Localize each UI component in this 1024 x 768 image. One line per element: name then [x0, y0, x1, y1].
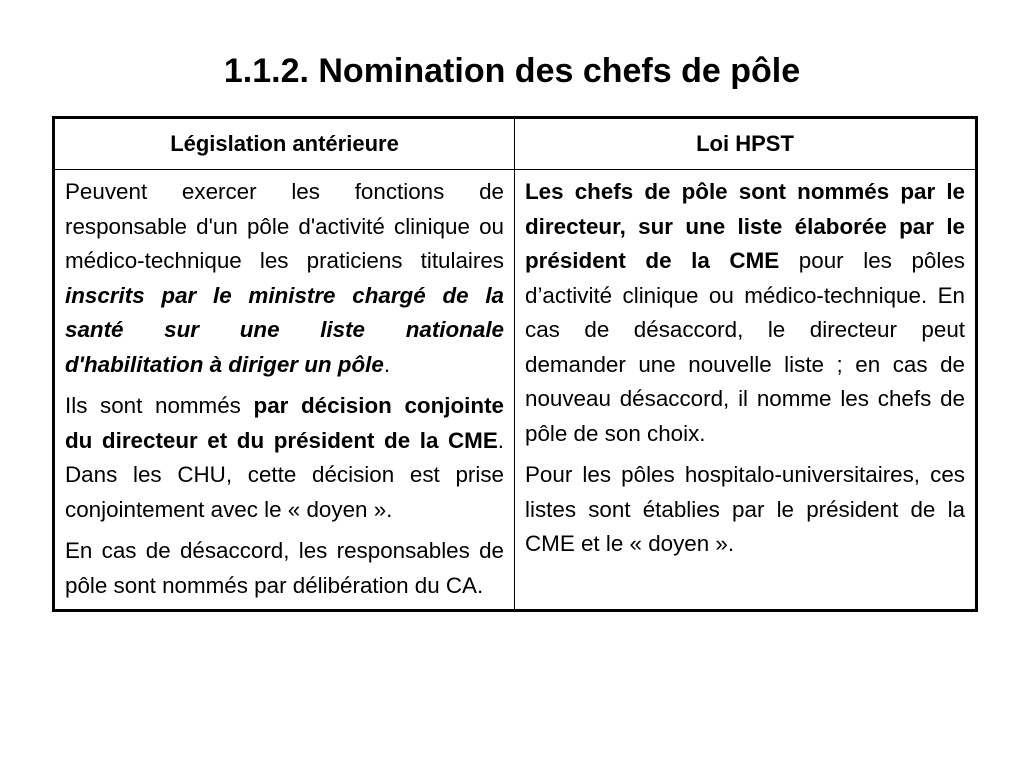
left-paragraph-3	[65, 534, 504, 603]
left-p2-end: . Dans les CHU, cette décision est prise conjointement avec le « doyen ».	[65, 427, 504, 522]
header-previous-legislation: Législation antérieure	[54, 118, 515, 170]
right-paragraph-2	[525, 458, 965, 562]
left-p2-emphasis: par décision conjointe du directeur et du président de la CME	[65, 393, 504, 453]
left-p2-text: Ils sont nommés	[65, 393, 254, 418]
cell-previous-legislation	[54, 170, 515, 611]
left-paragraph-2	[65, 389, 504, 527]
right-p2-text: Pour les pôles hospitalo-universitaires, ces listes sont établies par le président de la CME et le « doyen ».	[525, 462, 965, 556]
left-p1-end: .	[383, 351, 391, 377]
left-p1-emphasis: inscrits par le ministre chargé de la santé sur une liste nationale d'habilitation à diriger un pôle	[65, 282, 504, 377]
comparison-table	[52, 116, 978, 612]
left-p3-text: En cas de désaccord, les responsables de pôle sont nommés par délibération du CA.	[65, 538, 504, 598]
right-p1-end: pour les pôles d’activité clinique ou médico-technique. En cas de désaccord, le directeur peut demander une nouvelle liste ; en cas de nouveau désaccord, il nomme les chefs de pôle de son choix.	[525, 248, 965, 446]
page-title: 1.1.2. Nomination des chefs de pôle	[223, 52, 801, 90]
table-header-row	[54, 118, 977, 170]
left-p1-text: Peuvent exercer les fonctions de responsable d'un pôle d'activité clinique ou médico-technique les praticiens titulaires	[65, 179, 504, 273]
left-paragraph-1	[65, 175, 504, 382]
cell-hpst-law	[515, 170, 977, 611]
table-row	[54, 170, 977, 611]
right-p1-emphasis: Les chefs de pôle sont nommés par le directeur, sur une liste élaborée par le président de la CME	[525, 179, 965, 273]
header-hpst-law: Loi HPST	[515, 118, 977, 170]
right-paragraph-1	[525, 175, 965, 451]
